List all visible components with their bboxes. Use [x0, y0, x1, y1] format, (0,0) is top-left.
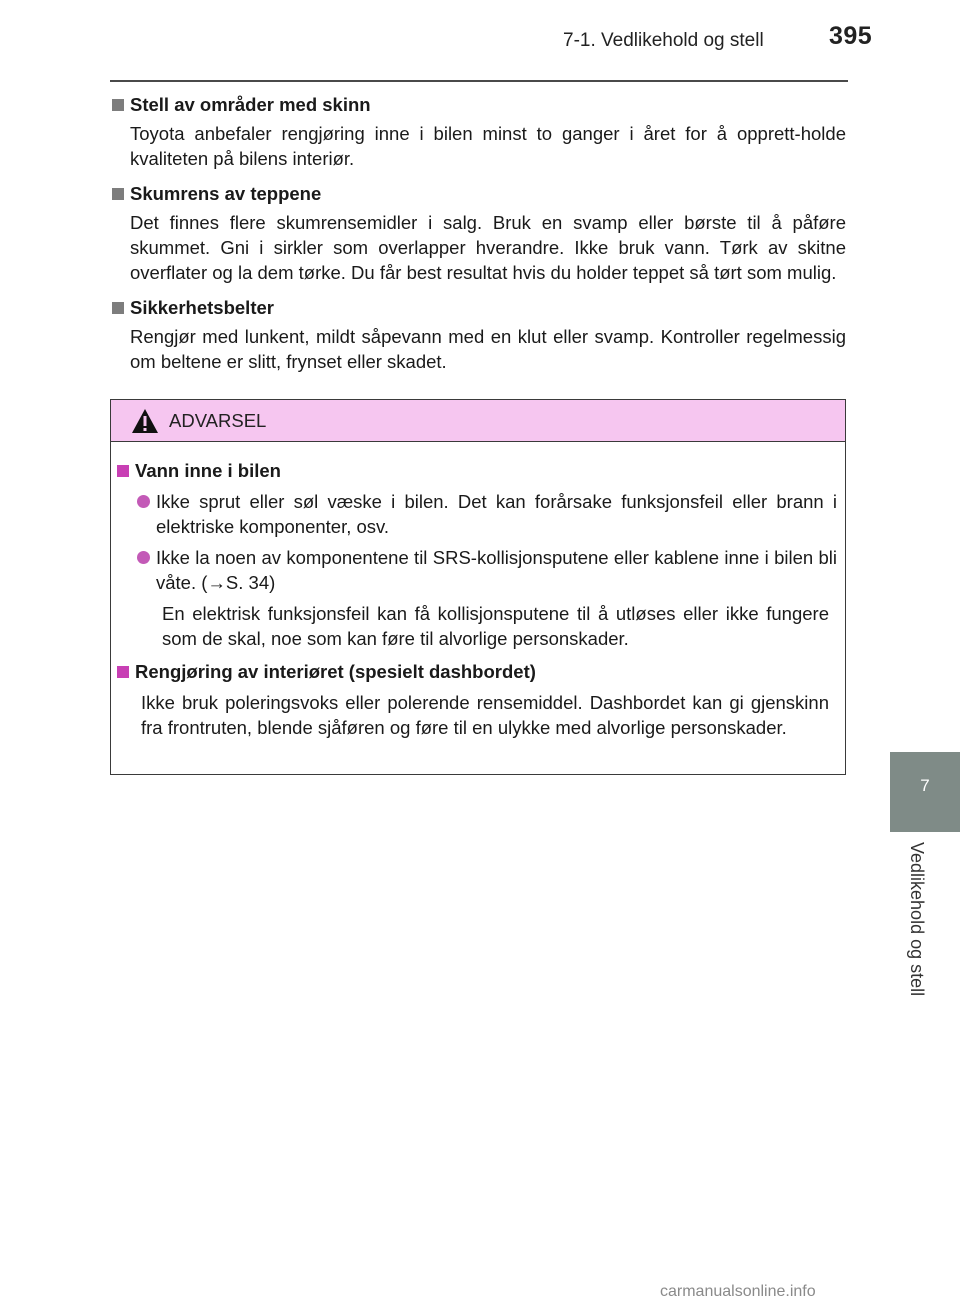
main-content	[110, 92, 846, 384]
chapter-side-label	[906, 842, 930, 1022]
topic-leather-care	[110, 92, 846, 171]
warning-section-interior	[117, 659, 837, 740]
warning-section-heading: Vann inne i bilen	[135, 460, 281, 481]
square-bullet-icon	[112, 188, 124, 200]
bullet-text: Ikke la noen av komponentene til SRS-kollisjonsputene eller kablene inne i bilen bli våte. (→S. 34)	[156, 547, 837, 593]
topic-body: Det finnes flere skumrensemidler i salg. Bruk en svamp eller børste til å påføre skummet. Gni i sirkler som overlapper hverandre. Ikke bruk vann. Tørk av skitne overflater og la dem tørke. Du får best resultat hvis du holder teppet så tørt som mulig.	[130, 212, 846, 283]
topic-body: Rengjør med lunkent, mildt såpevann med en klut eller svamp. Kontroller regelmessig om beltene er slitt, frynset eller skadet.	[130, 326, 846, 372]
square-bullet-icon	[112, 302, 124, 314]
chapter-tab	[890, 752, 960, 832]
page-header	[0, 22, 960, 56]
warning-triangle-icon	[131, 408, 159, 434]
warning-section-body: Ikke bruk poleringsvoks eller polerende rensemiddel. Dashbordet kan gi gjenskinn fra frontruten, blende sjåføren og føre til en ulykke med alvorlige personskader.	[141, 692, 829, 738]
square-bullet-icon	[117, 465, 129, 477]
warning-note: En elektrisk funksjonsfeil kan få kollisjonsputene til å utløses eller ikke fungere som de skal, noe som kan føre til alvorlige personskader.	[162, 603, 829, 649]
chapter-label: Vedlikehold og stell	[907, 842, 927, 997]
warning-title: ADVARSEL	[169, 409, 267, 431]
list-item	[137, 545, 837, 595]
topic-body: Toyota anbefaler rengjøring inne i bilen minst to ganger i året for å opprett-holde kvaliteten på bilens interiør.	[130, 123, 846, 169]
chapter-number: 7	[920, 776, 930, 795]
topic-heading: Sikkerhetsbelter	[130, 297, 274, 318]
topic-carpet-cleaning	[110, 181, 846, 285]
topic-heading: Skumrens av teppene	[130, 183, 322, 204]
square-bullet-icon	[112, 99, 124, 111]
round-bullet-icon	[137, 495, 150, 508]
watermark: carmanualsonline.info	[660, 1283, 816, 1300]
bullet-text: Ikke sprut eller søl væske i bilen. Det kan forårsake funksjonsfeil eller brann i elektriske komponenter, osv.	[156, 491, 837, 537]
warning-header	[111, 400, 845, 442]
header-divider	[110, 80, 848, 82]
round-bullet-icon	[137, 551, 150, 564]
section-title: 7-1. Vedlikehold og stell	[563, 30, 764, 51]
topic-heading: Stell av områder med skinn	[130, 94, 371, 115]
square-bullet-icon	[117, 666, 129, 678]
topic-seat-belts	[110, 295, 846, 374]
warning-body	[111, 442, 845, 740]
warning-box	[110, 399, 846, 775]
warning-section-heading: Rengjøring av interiøret (spesielt dashbordet)	[135, 661, 536, 682]
list-item	[137, 489, 837, 539]
warning-section-water	[117, 458, 837, 651]
page-number: 395	[829, 22, 873, 50]
